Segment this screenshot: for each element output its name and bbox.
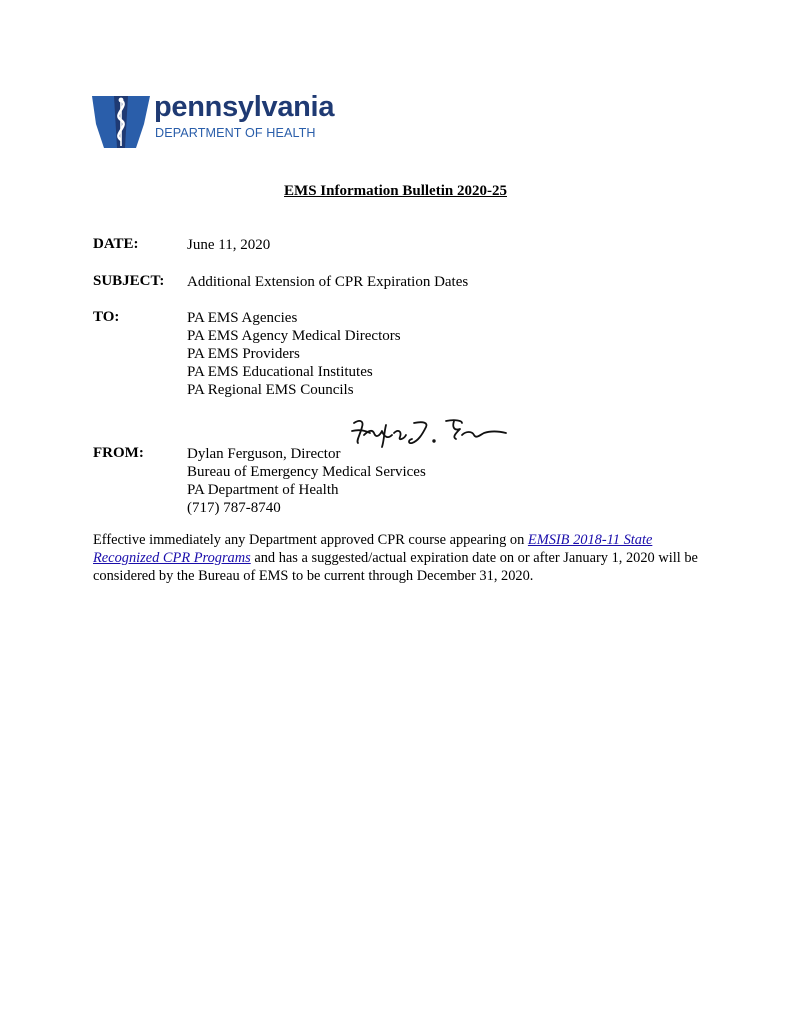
- recipient-item: PA Regional EMS Councils: [187, 382, 354, 398]
- subject-value: Additional Extension of CPR Expiration Dates: [187, 274, 469, 290]
- body-paragraph: [93, 531, 703, 585]
- keystone-logo-icon: [92, 94, 150, 150]
- from-block: [187, 445, 426, 517]
- logo-wordmark: pennsylvania: [154, 91, 335, 123]
- bulletin-title: EMS Information Bulletin 2020-25: [284, 183, 507, 199]
- recipient-item: PA EMS Educational Institutes: [187, 364, 373, 380]
- from-department: PA Department of Health: [187, 482, 339, 498]
- from-phone: (717) 787-8740: [187, 500, 281, 516]
- date-label: DATE:: [93, 236, 139, 252]
- signature-image: [350, 413, 510, 449]
- recipient-item: PA EMS Agency Medical Directors: [187, 328, 401, 344]
- recipient-item: PA EMS Providers: [187, 346, 300, 362]
- pa-health-logo: [92, 91, 335, 152]
- from-label: FROM:: [93, 445, 144, 461]
- emsib-2018-11-link[interactable]: EMSIB 2018-11 State Recognized CPR Programs: [93, 532, 653, 566]
- recipient-item: PA EMS Agencies: [187, 310, 298, 326]
- from-name: Dylan Ferguson, Director: [187, 446, 341, 462]
- date-value: June 11, 2020: [187, 237, 271, 253]
- to-label: TO:: [93, 309, 120, 325]
- subject-label: SUBJECT:: [93, 273, 165, 289]
- body-text-start: Effective immediately any Department approved CPR course appearing on: [93, 532, 528, 548]
- logo-department: DEPARTMENT OF HEALTH: [155, 126, 316, 140]
- body-text-end: and has a suggested/actual expiration date on or after January 1, 2020 will be considered by the Bureau of EMS to be current through December 31, 2020.: [93, 550, 698, 584]
- from-bureau: Bureau of Emergency Medical Services: [187, 464, 426, 480]
- to-recipients: [187, 309, 401, 399]
